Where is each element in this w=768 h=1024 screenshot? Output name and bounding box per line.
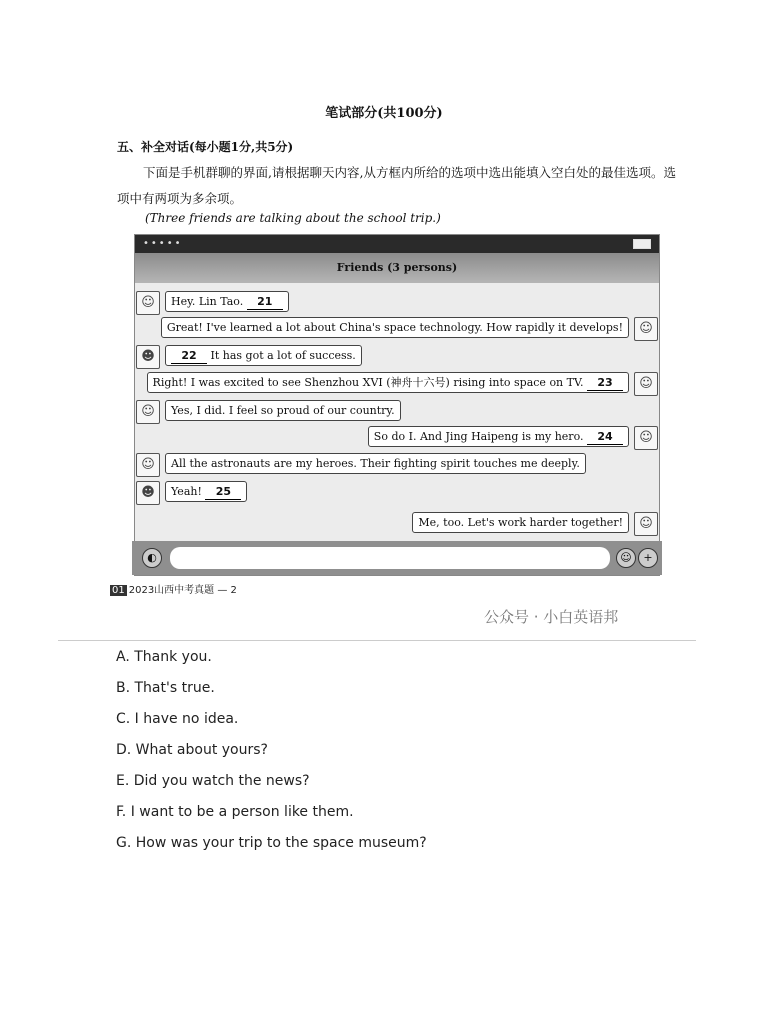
message-text: Right! I was excited to see Shenzhou XVI (神舟十六号) rising into space on TV. bbox=[152, 376, 587, 389]
chat-bubble bbox=[165, 453, 586, 474]
page-number: 01 bbox=[112, 585, 125, 596]
phone-chat-screen bbox=[134, 234, 660, 576]
message-text: All the astronauts are my heroes. Their fighting spirit touches me deeply. bbox=[171, 457, 580, 470]
message-text: Yes, I did. I feel so proud of our country. bbox=[171, 404, 395, 417]
exam-title: 笔试部分(共100分) bbox=[325, 106, 443, 121]
chat-input-bar bbox=[132, 541, 662, 575]
blank-24: 24 bbox=[587, 430, 623, 445]
signal-icon: ••••• bbox=[143, 238, 183, 249]
option-a: A. Thank you. bbox=[116, 649, 212, 665]
avatar-boy-icon: ☺ bbox=[634, 372, 658, 396]
page-footer bbox=[110, 581, 237, 596]
avatar-girl-icon: ☺ bbox=[136, 400, 160, 424]
status-bar bbox=[135, 235, 659, 253]
option-b: B. That's true. bbox=[116, 680, 215, 696]
avatar-boy-icon: ☺ bbox=[634, 512, 658, 536]
chat-bubble bbox=[165, 481, 247, 502]
chat-row bbox=[135, 372, 659, 394]
avatar-girl-icon: ☺ bbox=[136, 291, 160, 315]
chat-title: Friends (3 persons) bbox=[135, 253, 659, 283]
option-e: E. Did you watch the news? bbox=[116, 773, 310, 789]
voice-icon[interactable]: ◐ bbox=[142, 548, 162, 568]
avatar-girl-icon: ☺ bbox=[136, 453, 160, 477]
message-input[interactable] bbox=[170, 547, 610, 569]
battery-icon bbox=[633, 239, 651, 249]
divider bbox=[58, 640, 696, 641]
footer-label: 2023山西中考真题 — 2 bbox=[128, 585, 237, 596]
avatar-boy-icon: ☺ bbox=[634, 317, 658, 341]
message-text: It has got a lot of success. bbox=[207, 349, 356, 362]
avatar-boy-icon: ☺ bbox=[634, 426, 658, 450]
emoji-icon[interactable]: ☺ bbox=[616, 548, 636, 568]
options-list bbox=[116, 648, 427, 865]
chat-bubble bbox=[165, 291, 289, 312]
chat-row bbox=[135, 481, 659, 503]
chat-bubble bbox=[165, 345, 362, 366]
chat-row bbox=[135, 400, 659, 422]
chat-row bbox=[135, 512, 659, 534]
blank-22: 22 bbox=[171, 349, 207, 364]
chat-bubble bbox=[165, 400, 401, 421]
chat-bubble bbox=[147, 372, 629, 393]
blank-25: 25 bbox=[205, 485, 241, 500]
chat-row bbox=[135, 426, 659, 448]
option-g: G. How was your trip to the space museum? bbox=[116, 835, 427, 851]
plus-icon[interactable]: + bbox=[638, 548, 658, 568]
section-heading: 五、补全对话(每小题1分,共5分) bbox=[117, 140, 294, 154]
chat-row bbox=[135, 453, 659, 475]
watermark: 公众号 · 小白英语邦 bbox=[484, 608, 619, 626]
avatar-girl-icon: ☻ bbox=[136, 345, 160, 369]
chat-row bbox=[135, 291, 659, 313]
option-f: F. I want to be a person like them. bbox=[116, 804, 354, 820]
chat-bubble bbox=[161, 317, 629, 338]
context-line: (Three friends are talking about the school trip.) bbox=[145, 211, 441, 225]
chat-row bbox=[135, 345, 659, 367]
blank-23: 23 bbox=[587, 376, 623, 391]
avatar-girl-icon: ☻ bbox=[136, 481, 160, 505]
message-text: Great! I've learned a lot about China's space technology. How rapidly it develops! bbox=[166, 321, 623, 334]
option-c: C. I have no idea. bbox=[116, 711, 239, 727]
chat-row bbox=[135, 317, 659, 339]
blank-21: 21 bbox=[247, 295, 283, 310]
chat-bubble bbox=[368, 426, 629, 447]
message-text: So do I. And Jing Haipeng is my hero. bbox=[373, 430, 587, 443]
message-text: Hey. Lin Tao. bbox=[171, 295, 247, 308]
chat-bubble bbox=[412, 512, 629, 533]
option-d: D. What about yours? bbox=[116, 742, 268, 758]
message-text: Yeah! bbox=[171, 485, 206, 498]
message-text: Me, too. Let's work harder together! bbox=[418, 516, 623, 529]
instruction-text: 下面是手机群聊的界面,请根据聊天内容,从方框内所给的选项中选出能填入空白处的最佳选项。选项中有两项为多余项。 bbox=[117, 165, 676, 206]
